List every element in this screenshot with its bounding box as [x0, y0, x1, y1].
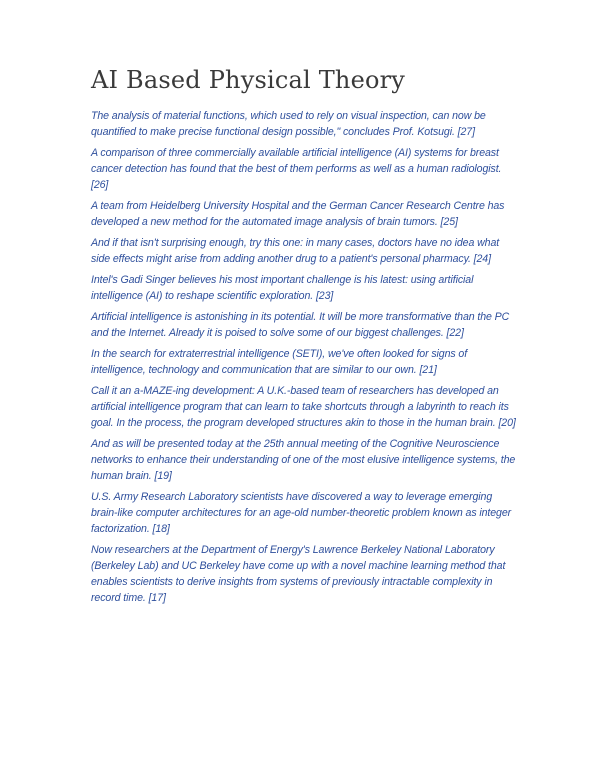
- paragraph-list: [91, 108, 516, 611]
- paragraph: U.S. Army Research Laboratory scientists have discovered a way to leverage emerging brain-like computer architectures for an age-old number-theoretic problem known as integer factorization. [18]: [91, 491, 512, 535]
- paragraph: In the search for extraterrestrial intelligence (SETI), we've often looked for signs of intelligence, technology and communication that are similar to our own. [21]: [91, 348, 468, 376]
- paragraph: And if that isn't surprising enough, try this one: in many cases, doctors have no idea what side effects might arise from adding another drug to a patient's personal pharmacy. [24]: [91, 237, 500, 265]
- paragraph: The analysis of material functions, which used to rely on visual inspection, can now be quantified to make precise functional design possible," concludes Prof. Kotsugi. [27]: [91, 110, 486, 138]
- paragraph: And as will be presented today at the 25th annual meeting of the Cognitive Neuroscience networks to enhance their understanding of one of the most elusive intelligence systems, the human brain. [19]: [91, 438, 516, 482]
- paragraph: Intel's Gadi Singer believes his most important challenge is his latest: using artificial intelligence (AI) to reshape scientific exploration. [23]: [91, 274, 474, 302]
- paragraph: Call it an a-MAZE-ing development: A U.K.-based team of researchers has developed an artificial intelligence program that can learn to take shortcuts through a labyrinth to reach its goal. In the process, the program developed structures akin to those in the human brain. [20]: [91, 385, 516, 429]
- paragraph: Artificial intelligence is astonishing in its potential. It will be more transformative than the PC and the Internet. Already it is poised to solve some of our biggest challenges. [22]: [91, 311, 510, 339]
- page-title: AI Based Physical Theory: [91, 66, 406, 94]
- paragraph: Now researchers at the Department of Energy's Lawrence Berkeley National Laboratory (Berkeley Lab) and UC Berkeley have come up with a novel machine learning method that enables scientists to derive insights from systems of previously intractable complexity in record time. [17]: [91, 544, 506, 604]
- paragraph: A comparison of three commercially available artificial intelligence (AI) systems for breast cancer detection has found that the best of them performs as well as a human radiologist. [26]: [91, 147, 502, 191]
- paragraph: A team from Heidelberg University Hospital and the German Cancer Research Centre has developed a new method for the automated image analysis of brain tumors. [25]: [91, 200, 505, 228]
